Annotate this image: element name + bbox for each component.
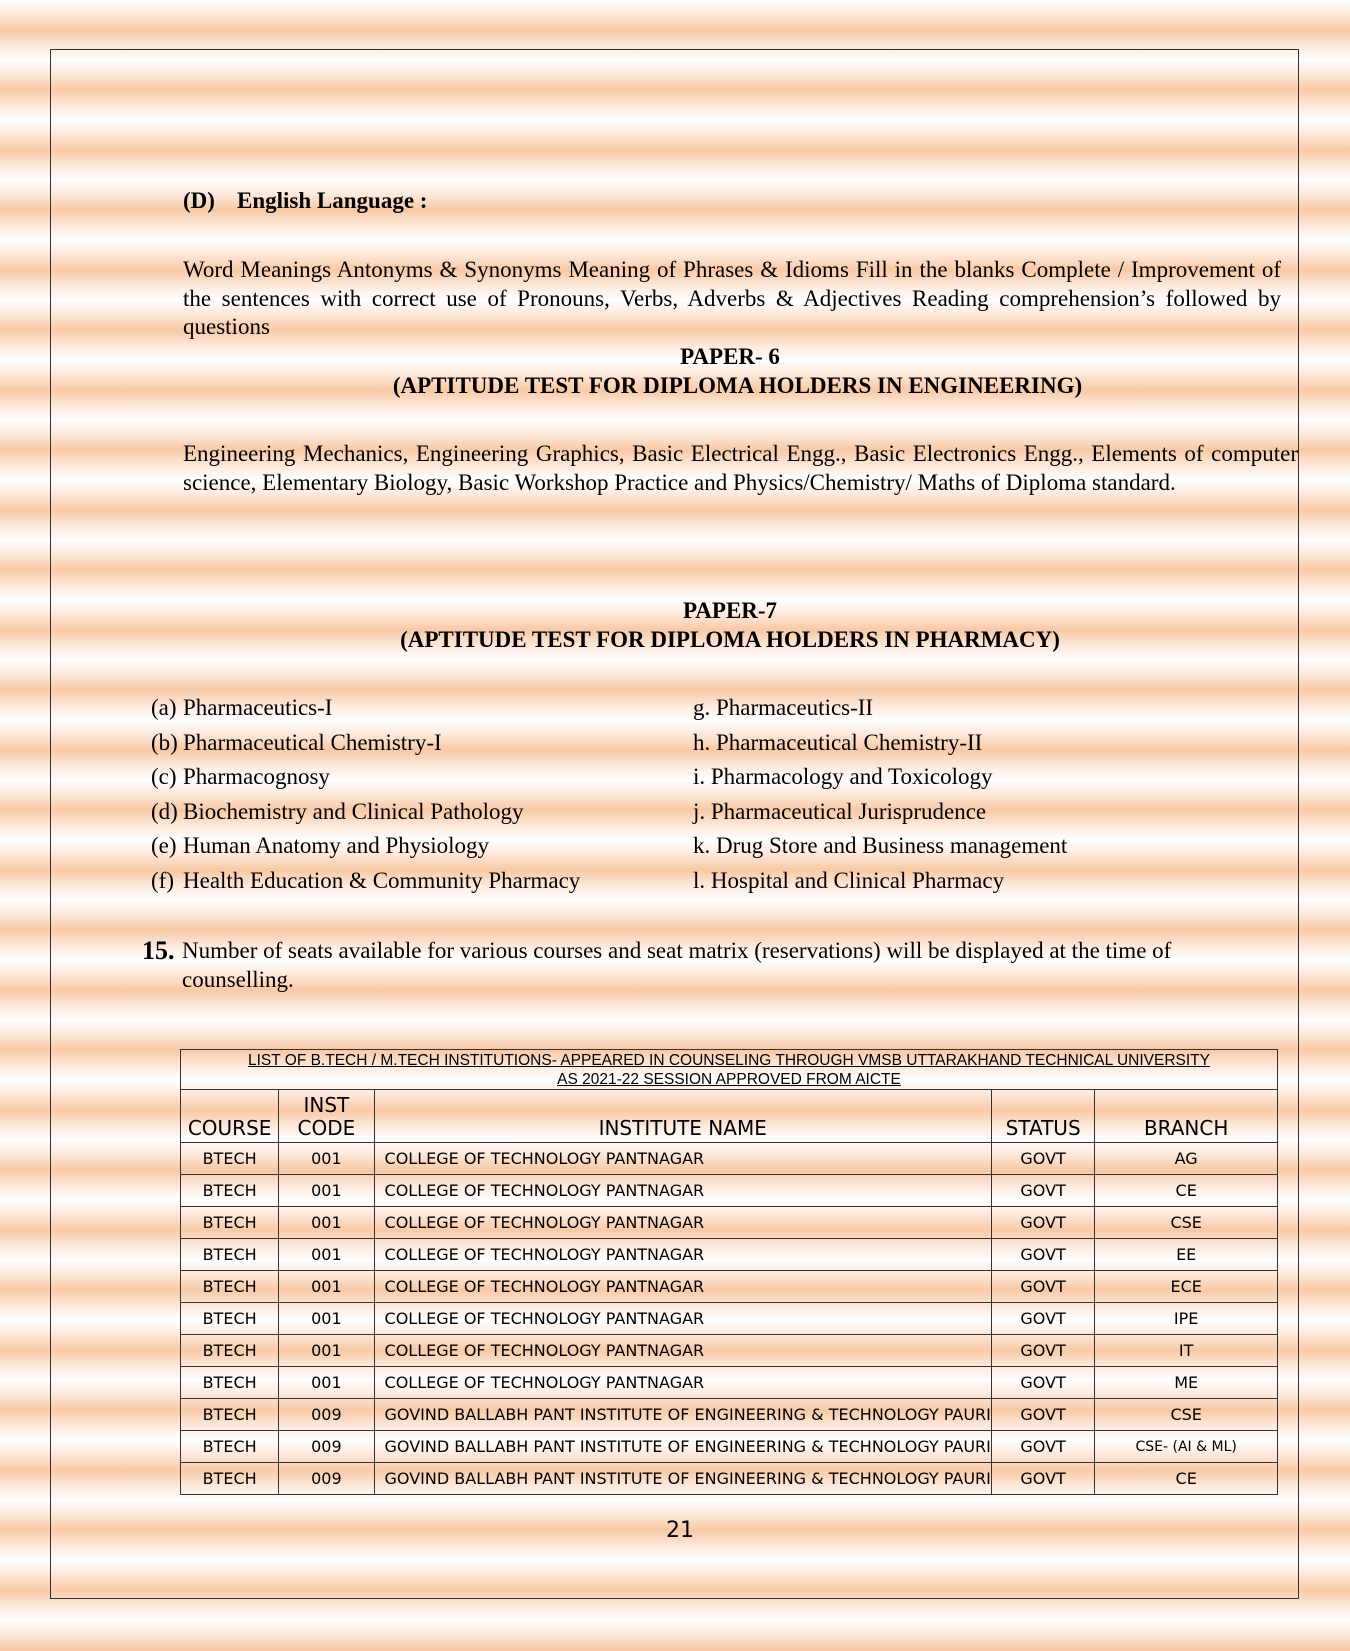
list-item-label: (b): [151, 729, 178, 755]
list-item-text: Pharmaceutics-II: [716, 695, 874, 720]
col-header-course: COURSE: [181, 1090, 279, 1143]
list-item: [151, 864, 580, 899]
list-item: [151, 760, 580, 795]
list-item-label: j.: [693, 798, 706, 824]
list-item-label: (e): [151, 833, 177, 858]
institute-name-cell: GOVIND BALLABH PANT INSTITUTE OF ENGINEERING & TECHNOLOGY PAURI: [374, 1431, 991, 1463]
list-item-text: Biochemistry and Clinical Pathology: [183, 798, 524, 824]
institute-name-cell: COLLEGE OF TECHNOLOGY PANTNAGAR: [374, 1143, 991, 1175]
branch-cell: IPE: [1095, 1303, 1278, 1335]
course-cell: BTECH: [181, 1207, 279, 1239]
item-15: [142, 936, 1282, 994]
status-cell: GOVT: [991, 1399, 1094, 1431]
status-cell: GOVT: [991, 1303, 1094, 1335]
table-row: [181, 1335, 1278, 1367]
section-d-title: English Language :: [237, 188, 428, 213]
course-cell: BTECH: [181, 1143, 279, 1175]
col-header-branch: BRANCH: [1095, 1090, 1278, 1143]
col-header-institute-name: INSTITUTE NAME: [374, 1090, 991, 1143]
course-cell: BTECH: [181, 1335, 279, 1367]
table-row: [181, 1175, 1278, 1207]
table-row: [181, 1271, 1278, 1303]
course-cell: BTECH: [181, 1463, 279, 1495]
list-item-text: Pharmaceutical Chemistry-II: [716, 729, 983, 755]
inst-code-cell: 001: [279, 1303, 374, 1335]
list-item-text: Pharmacognosy: [183, 764, 330, 789]
branch-cell: IT: [1095, 1335, 1278, 1367]
col-header-inst-code: [279, 1090, 374, 1143]
list-item: [693, 829, 1067, 864]
table-row: [181, 1399, 1278, 1431]
inst-code-cell: 009: [279, 1399, 374, 1431]
status-cell: GOVT: [991, 1175, 1094, 1207]
status-cell: GOVT: [991, 1143, 1094, 1175]
institute-name-cell: GOVIND BALLABH PANT INSTITUTE OF ENGINEERING & TECHNOLOGY PAURI: [374, 1399, 991, 1431]
institute-name-cell: GOVIND BALLABH PANT INSTITUTE OF ENGINEERING & TECHNOLOGY PAURI: [374, 1463, 991, 1495]
list-item: [151, 795, 580, 830]
page-number: 21: [666, 1518, 694, 1543]
english-syllabus-text: Word Meanings Antonyms & Synonyms Meaning of Phrases & Idioms Fill in the blanks Complete / Improvement of the sentences with correct use of Pronouns, Verbs, Adverbs & Adjectives Reading comprehension’s followed by questions: [183, 257, 1281, 339]
institute-name-cell: COLLEGE OF TECHNOLOGY PANTNAGAR: [374, 1207, 991, 1239]
list-item: [151, 829, 580, 864]
list-item-label: h.: [693, 729, 711, 755]
table-row: [181, 1303, 1278, 1335]
paper7-title: PAPER-7: [682, 598, 778, 623]
course-cell: BTECH: [181, 1367, 279, 1399]
inst-code-cell: 001: [279, 1207, 374, 1239]
list-item-label: k.: [693, 833, 711, 858]
table-row: [181, 1207, 1278, 1239]
list-item-text: Pharmacology and Toxicology: [710, 764, 993, 789]
list-item-label: (c): [151, 764, 177, 789]
list-item-text: Hospital and Clinical Pharmacy: [710, 867, 1005, 893]
pharmacy-subjects-right: [693, 691, 1067, 898]
table-row: [181, 1239, 1278, 1271]
status-cell: GOVT: [991, 1431, 1094, 1463]
paper6-title: PAPER- 6: [680, 344, 780, 369]
list-item-text: Human Anatomy and Physiology: [183, 833, 490, 858]
branch-cell: AG: [1095, 1143, 1278, 1175]
list-item-label: g.: [693, 695, 711, 720]
table-caption-line2: AS 2021-22 SESSION APPROVED FROM AICTE: [557, 1070, 901, 1088]
table-row: [181, 1463, 1278, 1495]
institutions-table: [180, 1049, 1278, 1495]
inst-code-cell: 001: [279, 1239, 374, 1271]
paper6-subtitle: (APTITUDE TEST FOR DIPLOMA HOLDERS IN ENGINEERING): [392, 373, 1083, 398]
inst-code-cell: 009: [279, 1431, 374, 1463]
course-cell: BTECH: [181, 1303, 279, 1335]
branch-cell: EE: [1095, 1239, 1278, 1271]
list-item-text: Pharmaceutical Chemistry-I: [183, 729, 442, 755]
col-header-inst-code-line2: CODE: [297, 1116, 356, 1140]
col-header-inst-code-line1: INST: [303, 1093, 350, 1117]
institute-name-cell: COLLEGE OF TECHNOLOGY PANTNAGAR: [374, 1367, 991, 1399]
list-item: [693, 864, 1067, 899]
institute-name-cell: COLLEGE OF TECHNOLOGY PANTNAGAR: [374, 1175, 991, 1207]
list-item-label: i.: [693, 764, 706, 789]
section-d-heading: [183, 188, 427, 214]
institute-name-cell: COLLEGE OF TECHNOLOGY PANTNAGAR: [374, 1239, 991, 1271]
pharmacy-subjects-left: [151, 691, 580, 898]
course-cell: BTECH: [181, 1239, 279, 1271]
list-item-text: Drug Store and Business management: [716, 833, 1068, 858]
inst-code-cell: 001: [279, 1271, 374, 1303]
branch-cell: CSE: [1095, 1399, 1278, 1431]
list-item: [693, 760, 1067, 795]
list-item-label: (f): [151, 867, 174, 893]
course-cell: BTECH: [181, 1399, 279, 1431]
course-cell: BTECH: [181, 1271, 279, 1303]
paper6-syllabus-text: Engineering Mechanics, Engineering Graphics, Basic Electrical Engg., Basic Electronics Engg., Elements of computer science, Elementary Biology, Basic Workshop Practice and Physics/Chemistry/ Maths of Diploma standard.: [183, 441, 1298, 495]
course-cell: BTECH: [181, 1175, 279, 1207]
branch-cell: ECE: [1095, 1271, 1278, 1303]
list-item-text: Pharmaceutical Jurisprudence: [710, 798, 987, 824]
list-item: [693, 691, 1067, 726]
list-item: [151, 726, 580, 761]
list-item-label: (a): [151, 695, 177, 720]
status-cell: GOVT: [991, 1335, 1094, 1367]
branch-cell: CSE: [1095, 1207, 1278, 1239]
branch-cell: ME: [1095, 1367, 1278, 1399]
institute-name-cell: COLLEGE OF TECHNOLOGY PANTNAGAR: [374, 1271, 991, 1303]
table-row: [181, 1431, 1278, 1463]
branch-cell: CE: [1095, 1175, 1278, 1207]
status-cell: GOVT: [991, 1207, 1094, 1239]
list-item-text: Pharmaceutics-I: [183, 695, 333, 720]
list-item-label: l.: [693, 867, 706, 893]
table-caption-line1: LIST OF B.TECH / M.TECH INSTITUTIONS- APPEARED IN COUNSELING THROUGH VMSB UTTARAKHAND TECHNICAL UNIVERSITY: [248, 1051, 1210, 1069]
inst-code-cell: 001: [279, 1143, 374, 1175]
col-header-status: STATUS: [991, 1090, 1094, 1143]
inst-code-cell: 009: [279, 1463, 374, 1495]
table-row: [181, 1367, 1278, 1399]
item-15-text: Number of seats available for various courses and seat matrix (reservations) will be displayed at the time of counselling.: [182, 938, 1172, 992]
status-cell: GOVT: [991, 1271, 1094, 1303]
list-item: [693, 726, 1067, 761]
list-item: [693, 795, 1067, 830]
table-body: [181, 1143, 1278, 1495]
list-item: [151, 691, 580, 726]
inst-code-cell: 001: [279, 1175, 374, 1207]
branch-cell: CE: [1095, 1463, 1278, 1495]
status-cell: GOVT: [991, 1367, 1094, 1399]
table-caption: [181, 1050, 1278, 1090]
institute-name-cell: COLLEGE OF TECHNOLOGY PANTNAGAR: [374, 1303, 991, 1335]
section-d-label: (D): [183, 188, 215, 213]
status-cell: GOVT: [991, 1239, 1094, 1271]
list-item-label: (d): [151, 798, 178, 824]
list-item-text: Health Education & Community Pharmacy: [183, 867, 581, 893]
status-cell: GOVT: [991, 1463, 1094, 1495]
inst-code-cell: 001: [279, 1367, 374, 1399]
inst-code-cell: 001: [279, 1335, 374, 1367]
table-row: [181, 1143, 1278, 1175]
course-cell: BTECH: [181, 1431, 279, 1463]
branch-cell: CSE- (AI & ML): [1095, 1431, 1278, 1463]
institute-name-cell: COLLEGE OF TECHNOLOGY PANTNAGAR: [374, 1335, 991, 1367]
paper7-subtitle: (APTITUDE TEST FOR DIPLOMA HOLDERS IN PHARMACY): [400, 627, 1060, 652]
item-15-number: 15.: [142, 936, 175, 965]
